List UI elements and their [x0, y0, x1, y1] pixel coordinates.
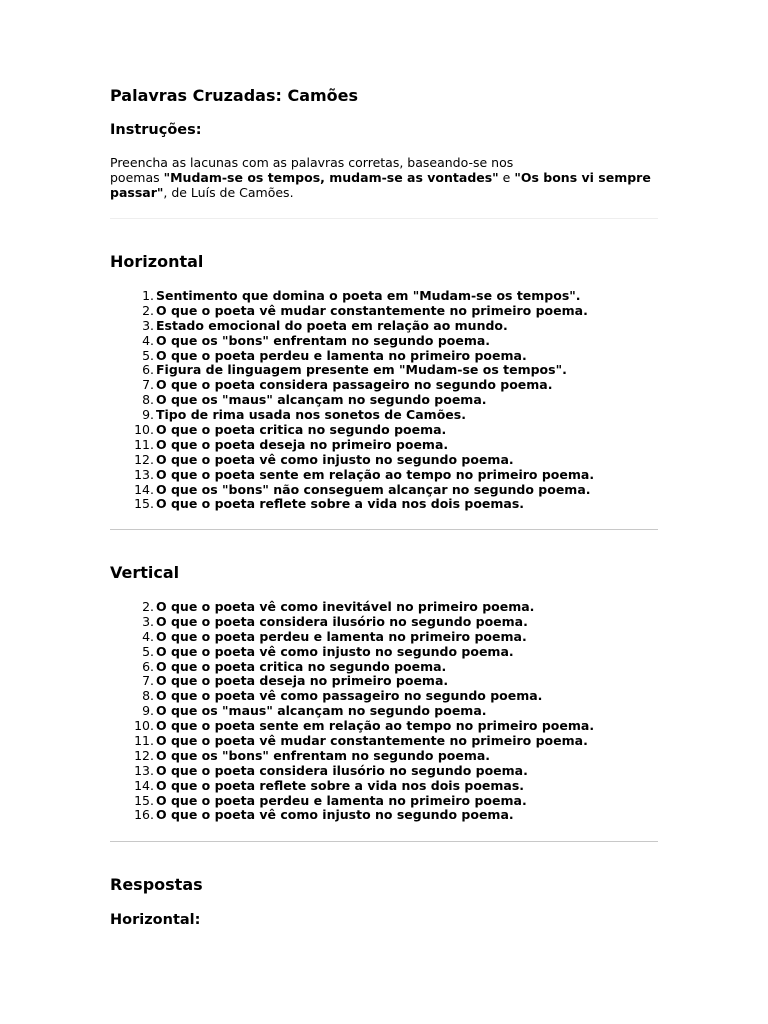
- horizontal-heading: Horizontal: [110, 252, 204, 271]
- clue-number: 14.: [134, 481, 154, 497]
- clue-number: 5.: [142, 643, 154, 659]
- clue-number: 4.: [142, 332, 154, 348]
- vertical-clue: [110, 779, 670, 794]
- clue-number: 7.: [142, 377, 154, 393]
- clue-number: 9.: [142, 407, 154, 423]
- clue-number: 5.: [142, 347, 154, 363]
- clue-number: 8.: [142, 392, 154, 408]
- divider: [110, 218, 658, 219]
- clue-text: O que o poeta vê como passageiro no segundo poema.: [156, 688, 543, 704]
- clue-text: Figura de linguagem presente em "Mudam-se os tempos".: [156, 362, 567, 378]
- instructions-paragraph: [110, 155, 658, 200]
- clue-text: O que o poeta vê como injusto no segundo poema.: [156, 643, 514, 659]
- clue-number: 1.: [142, 288, 154, 303]
- intro-connector: e: [498, 170, 515, 185]
- clue-number: 10.: [134, 718, 154, 734]
- horizontal-clue: [110, 423, 670, 438]
- clue-text: O que o poeta considera ilusório no segundo poema.: [156, 762, 528, 778]
- horizontal-clue: [110, 349, 670, 364]
- clue-text: O que o poeta vê como injusto no segundo poema.: [156, 807, 514, 823]
- vertical-clue: [110, 600, 670, 615]
- clue-text: O que o poeta sente em relação ao tempo no primeiro poema.: [156, 466, 595, 482]
- clue-text: O que o poeta perdeu e lamenta no primeiro poema.: [156, 628, 527, 644]
- vertical-clue: [110, 674, 670, 689]
- vertical-clue: [110, 689, 670, 704]
- instructions-heading: Instruções:: [110, 122, 202, 138]
- clue-text: Sentimento que domina o poeta em "Mudam-se os tempos".: [156, 288, 581, 303]
- horizontal-clue: [110, 334, 670, 349]
- clue-number: 8.: [142, 688, 154, 704]
- clue-number: 12.: [134, 747, 154, 763]
- clue-text: O que os "maus" alcançam no segundo poema.: [156, 703, 487, 719]
- clue-text: O que o poeta considera ilusório no segundo poema.: [156, 613, 528, 629]
- clue-number: 9.: [142, 703, 154, 719]
- clue-number: 11.: [134, 436, 154, 452]
- clue-number: 16.: [134, 807, 154, 823]
- clue-number: 15.: [134, 496, 154, 512]
- horizontal-clue: [110, 453, 670, 468]
- clue-number: 4.: [142, 628, 154, 644]
- clue-text: O que o poeta deseja no primeiro poema.: [156, 673, 449, 689]
- vertical-clue: [110, 630, 670, 645]
- clue-text: O que os "bons" enfrentam no segundo poema.: [156, 747, 491, 763]
- clue-number: 13.: [134, 466, 154, 482]
- answers-heading: Respostas: [110, 875, 203, 894]
- horizontal-clue: [110, 438, 670, 453]
- vertical-clue: [110, 719, 670, 734]
- horizontal-clue: [110, 393, 670, 408]
- poem-title-2: "Os bons vi sempre passar": [110, 170, 651, 200]
- clue-number: 11.: [134, 733, 154, 749]
- vertical-clue: [110, 749, 670, 764]
- clue-text: O que o poeta vê como injusto no segundo poema.: [156, 451, 514, 467]
- clue-text: Estado emocional do poeta em relação ao mundo.: [156, 317, 508, 333]
- clue-text: O que os "bons" enfrentam no segundo poema.: [156, 332, 491, 348]
- vertical-heading: Vertical: [110, 563, 180, 582]
- horizontal-clue: [110, 497, 670, 512]
- clue-text: O que o poeta perdeu e lamenta no primeiro poema.: [156, 347, 527, 363]
- clue-number: 7.: [142, 673, 154, 689]
- clue-number: 14.: [134, 777, 154, 793]
- clue-text: Tipo de rima usada nos sonetos de Camões.: [156, 407, 466, 423]
- clue-text: O que o poeta vê mudar constantemente no primeiro poema.: [156, 302, 588, 318]
- vertical-clue: [110, 704, 670, 719]
- clue-number: 6.: [142, 362, 154, 378]
- horizontal-clue: [110, 408, 670, 423]
- vertical-clue-list: [110, 600, 670, 823]
- clue-number: 12.: [134, 451, 154, 467]
- clue-text: O que o poeta critica no segundo poema.: [156, 658, 447, 674]
- vertical-clue: [110, 660, 670, 675]
- answers-horizontal-subheading: Horizontal:: [110, 912, 201, 928]
- horizontal-clue: [110, 378, 670, 393]
- clue-number: 2.: [142, 599, 154, 614]
- page-title: Palavras Cruzadas: Camões: [110, 86, 359, 105]
- intro-suffix: , de Luís de Camões.: [163, 185, 294, 200]
- divider: [110, 529, 658, 530]
- clue-text: O que o poeta vê como inevitável no primeiro poema.: [156, 599, 535, 614]
- divider: [110, 841, 658, 842]
- vertical-clue: [110, 615, 670, 630]
- clue-number: 3.: [142, 317, 154, 333]
- clue-number: 15.: [134, 792, 154, 808]
- vertical-clue: [110, 764, 670, 779]
- horizontal-clue: [110, 483, 670, 498]
- vertical-clue: [110, 734, 670, 749]
- horizontal-clue: [110, 363, 670, 378]
- clue-text: O que os "maus" alcançam no segundo poema.: [156, 392, 487, 408]
- poem-title-1: "Mudam-se os tempos, mudam-se as vontades": [163, 170, 499, 185]
- clue-text: O que os "bons" não conseguem alcançar no segundo poema.: [156, 481, 591, 497]
- clue-number: 6.: [142, 658, 154, 674]
- horizontal-clue: [110, 468, 670, 483]
- clue-number: 3.: [142, 613, 154, 629]
- horizontal-clue: [110, 304, 670, 319]
- clue-number: 2.: [142, 302, 154, 318]
- clue-text: O que o poeta critica no segundo poema.: [156, 422, 447, 438]
- clue-text: O que o poeta deseja no primeiro poema.: [156, 436, 449, 452]
- intro-line-1: Preencha as lacunas com as palavras corretas, baseando-se nos: [110, 155, 514, 170]
- horizontal-clue: [110, 289, 670, 304]
- horizontal-clue: [110, 319, 670, 334]
- clue-number: 10.: [134, 422, 154, 438]
- clue-text: O que o poeta reflete sobre a vida nos dois poemas.: [156, 496, 525, 512]
- clue-text: O que o poeta sente em relação ao tempo no primeiro poema.: [156, 718, 595, 734]
- clue-text: O que o poeta vê mudar constantemente no primeiro poema.: [156, 733, 588, 749]
- clue-text: O que o poeta reflete sobre a vida nos dois poemas.: [156, 777, 525, 793]
- clue-number: 13.: [134, 762, 154, 778]
- vertical-clue: [110, 794, 670, 809]
- vertical-clue: [110, 808, 670, 823]
- clue-text: O que o poeta perdeu e lamenta no primeiro poema.: [156, 792, 527, 808]
- intro-prefix: poemas: [110, 170, 164, 185]
- clue-text: O que o poeta considera passageiro no segundo poema.: [156, 377, 553, 393]
- vertical-clue: [110, 645, 670, 660]
- horizontal-clue-list: [110, 289, 670, 512]
